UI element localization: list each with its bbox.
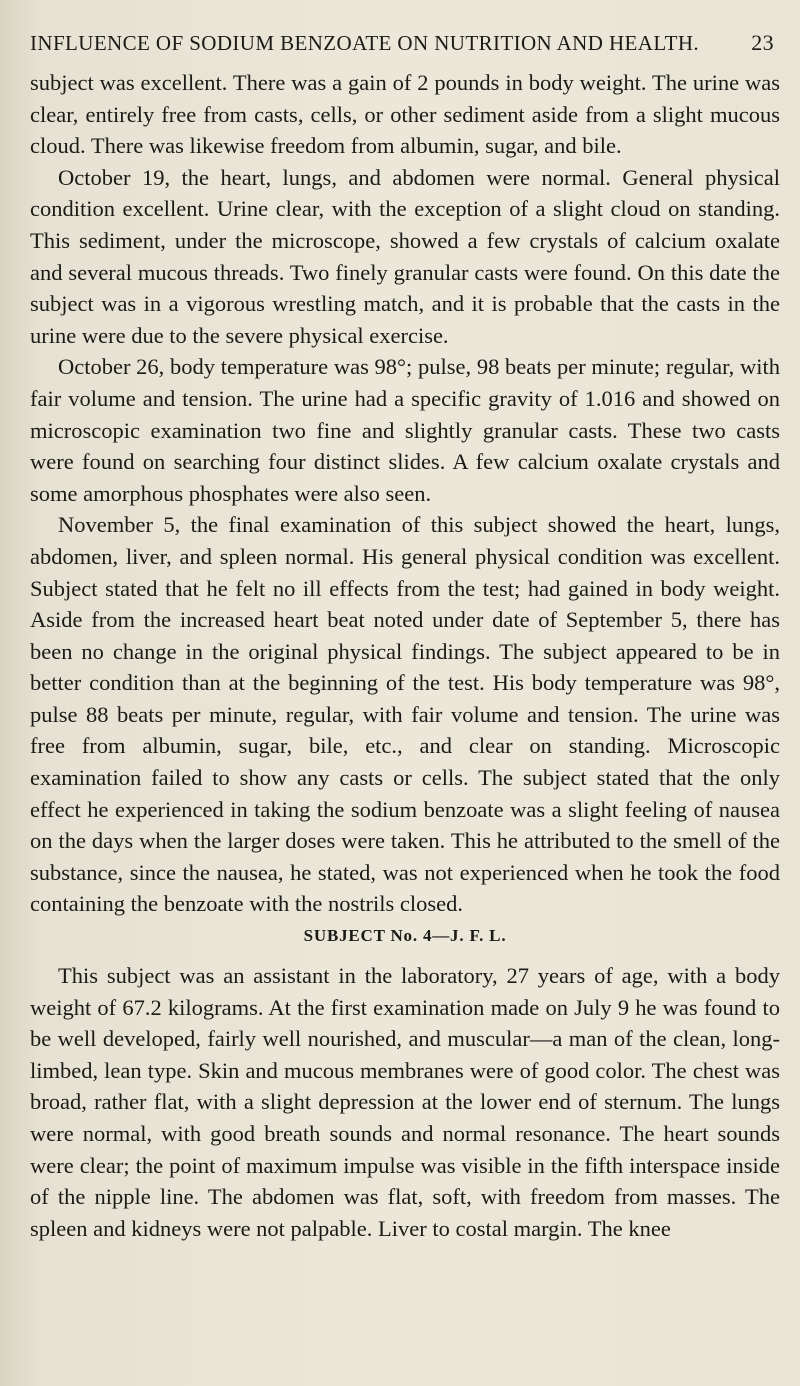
paragraph-november-5: November 5, the final examination of this subject showed the heart, lungs, abdomen, liver, and spleen normal. His general physical condition was excellent. Subject stated that he felt no ill effects from the test; had gained in body weight. Aside from the increased heart beat noted under date of September 5, there has been no change in the original physical findings. The subject appeared to be in better condition than at the beginning of the test. His body temperature was 98°, pulse 88 beats per minute, regular, with fair volume and tension. The urine was free from albumin, sugar, bile, etc., and clear on standing. Microscopic examination failed to show any casts or cells. The subject stated that the only effect he experienced in taking the sodium benzoate was a slight feeling of nausea on the days when the larger doses were taken. This he attributed to the smell of the substance, since the nausea, he stated, was not experienced when he took the food containing the benzoate with the nostrils closed. — [30, 512, 780, 917]
section-heading: SUBJECT No. 4—J. F. L. — [303, 926, 507, 946]
running-head — [30, 30, 774, 56]
paragraph-continuation: subject was excellent. There was a gain of 2 pounds in body weight. The urine was clear, entirely free from casts, cells, or other sediment aside from a slight mucous cloud. There was likewise freedom from albumin, sugar, and bile. — [30, 70, 780, 159]
paragraph-october-19: October 19, the heart, lungs, and abdomen were normal. General physical condition excellent. Urine clear, with the exception of a slight cloud on standing. This sediment, under the microscope, showed a few crystals of calcium oxalate and several mucous threads. Two finely granular casts were found. On this date the subject was in a vigorous wrestling match, and it is probable that the casts in the urine were due to the severe physical exercise. — [30, 164, 780, 348]
body-text — [30, 67, 780, 1244]
page-number: 23 — [751, 30, 774, 55]
paragraph-october-26: October 26, body temperature was 98°; pulse, 98 beats per minute; regular, with fair volume and tension. The urine had a specific gravity of 1.016 and showed on microscopic examination two fine and slightly granular casts. These two casts were found on searching four distinct slides. A few calcium oxalate crystals and some amorphous phosphates were also seen. — [30, 354, 780, 506]
running-title: INFLUENCE OF SODIUM BENZOATE ON NUTRITION AND HEALTH. — [30, 31, 700, 55]
paragraph-subject-4: This subject was an assistant in the laboratory, 27 years of age, with a body weight of 67.2 kilograms. At the first examination made on July 9 he was found to be well developed, fairly well nourished, and muscular—a man of the clean, long-limbed, lean type. Skin and mucous membranes were of good color. The chest was broad, rather flat, with a slight depression at the lower end of sternum. The lungs were normal, with good breath sounds and normal resonance. The heart sounds were clear; the point of maximum impulse was visible in the fifth interspace inside of the nipple line. The abdomen was flat, soft, with freedom from masses. The spleen and kidneys were not palpable. Liver to costal margin. The knee — [30, 963, 780, 1241]
